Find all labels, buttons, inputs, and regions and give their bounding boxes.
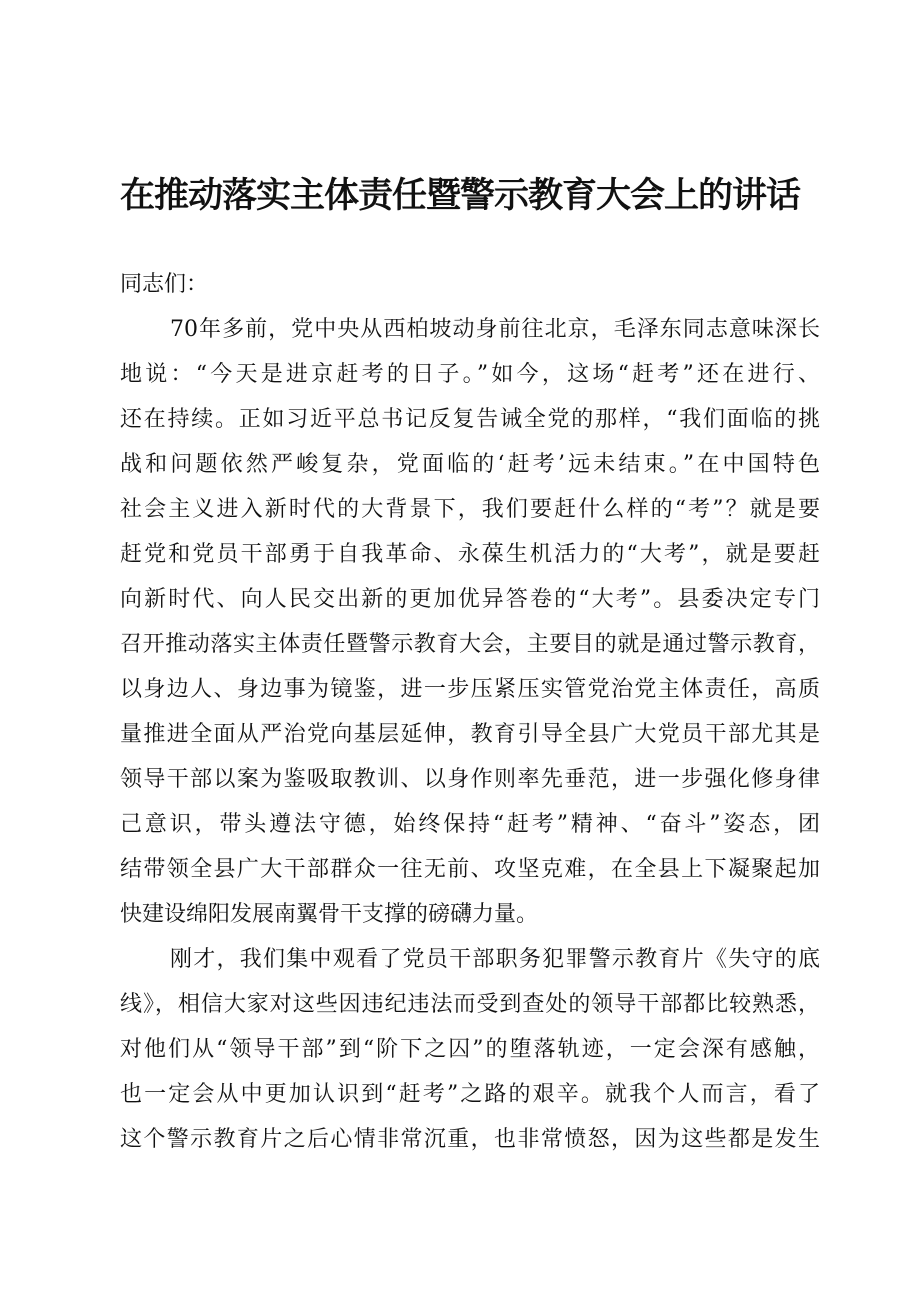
paragraph-line: 70年多前，党中央从西柏坡动身前往北京，毛泽东同志意味深长 [170,317,820,342]
document-body [120,262,820,1162]
paragraph-line: 战和问题依然严峻复杂，党面临的‘赶考’远未结束。”在中国特色 [120,452,820,477]
paragraph-line: 向新时代、向人民交出新的更加优异答卷的“大考”。县委决定专门 [120,587,820,612]
paragraph-line: 赶党和党员干部勇于自我革命、永葆生机活力的“大考”，就是要赶 [120,542,820,567]
paragraph-line: 量推进全面从严治党向基层延伸，教育引导全县广大党员干部尤其是 [120,722,820,747]
paragraph-line: 领导干部以案为鉴吸取教训、以身作则率先垂范，进一步强化修身律 [120,767,820,792]
paragraph [120,307,820,937]
paragraph-line: 召开推动落实主体责任暨警示教育大会，主要目的就是通过警示教育， [120,632,820,657]
document-title: 在推动落实主体责任暨警示教育大会上的讲话 [119,176,800,216]
paragraph-line: 还在持续。正如习近平总书记反复告诫全党的那样，“我们面临的挑 [120,407,820,432]
paragraph-line: 社会主义进入新时代的大背景下，我们要赶什么样的“考”？就是要 [120,497,820,522]
paragraph-line: 对他们从“领导干部”到“阶下之囚”的堕落轨迹，一定会深有感触， [120,1037,820,1062]
paragraph-line: 这个警示教育片之后心情非常沉重，也非常愤怒，因为这些都是发生 [120,1127,820,1152]
paragraph-line: 刚才，我们集中观看了党员干部职务犯罪警示教育片《失守的底 [170,947,820,972]
paragraph [120,937,820,1162]
paragraph-line: 快建设绵阳发展南翼骨干支撑的磅礴力量。 [120,902,539,927]
greeting: 同志们： [120,272,209,297]
paragraph-line: 也一定会从中更加认识到“赶考”之路的艰辛。就我个人而言，看了 [120,1082,820,1107]
paragraph-line: 己意识，带头遵法守德，始终保持“赶考”精神、“奋斗”姿态，团 [120,812,820,837]
paragraph-line: 地说：“今天是进京赶考的日子。”如今，这场“赶考”还在进行、 [120,362,820,387]
paragraph-line: 线》，相信大家对这些因违纪违法而受到查处的领导干部都比较熟悉， [120,992,820,1017]
paragraph-line: 结带领全县广大干部群众一往无前、攻坚克难，在全县上下凝聚起加 [120,857,820,882]
paragraph-line: 以身边人、身边事为镜鉴，进一步压紧压实管党治党主体责任，高质 [120,677,820,702]
